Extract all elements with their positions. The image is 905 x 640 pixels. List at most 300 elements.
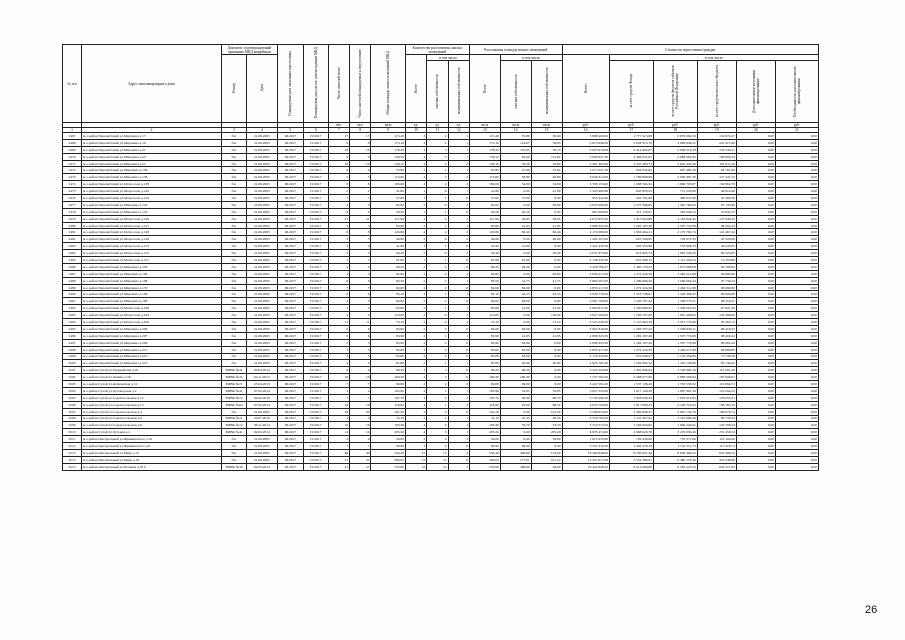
table-cell: 3 <box>328 222 349 229</box>
table-cell: 99,80 <box>371 381 405 388</box>
header-fund-local: за счет средств местного бюджета <box>697 61 736 123</box>
table-cell: 4 <box>328 243 349 250</box>
table-cell: III.2017 <box>277 146 303 153</box>
table-cell: 3 <box>328 201 349 208</box>
table-cell: 0,00 <box>736 353 775 360</box>
table-cell: 137 946,35 <box>697 215 736 222</box>
table-cell: 0,00 <box>776 208 819 215</box>
table-cell: 0,00 <box>736 463 775 470</box>
unit-cell: ед. <box>448 123 469 128</box>
table-cell: 21.09.2005 <box>246 346 277 353</box>
table-cell: 21.09.2005 <box>246 146 277 153</box>
table-cell: 2488 <box>63 277 82 284</box>
table-cell: 141 467,44 <box>697 229 736 236</box>
table-cell: 2 <box>405 284 426 291</box>
table-cell: 1 <box>405 188 426 195</box>
table-cell: 0,00 <box>736 436 775 443</box>
table-cell: 2 <box>405 332 426 339</box>
table-cell: 4 <box>350 436 371 443</box>
table-cell: 6 <box>328 277 349 284</box>
table-cell: м.о.район Сухой ул.Гвардейская д.16 <box>81 367 221 374</box>
table-row <box>63 408 819 415</box>
table-cell: 21.09.2005 <box>246 408 277 415</box>
table-cell: 21.09.2005 <box>246 160 277 167</box>
table-cell: III.2017 <box>277 174 303 181</box>
table-cell: 2511 <box>63 436 82 443</box>
table-cell: III.2017 <box>277 133 303 140</box>
table-cell: 422 049,89 <box>697 456 736 463</box>
table-cell: 1 292 187,26 <box>609 332 653 339</box>
table-cell: 21.09.2005 <box>246 332 277 339</box>
table-cell: 914 895,74 <box>609 250 653 257</box>
table-cell: IV.2017 <box>303 208 328 215</box>
table-cell: III.2017 <box>277 443 303 450</box>
table-cell: 8 <box>328 181 349 188</box>
table-cell: м.о.район Сухой ул.Луговодская д.2 <box>81 387 221 394</box>
table-cell: IV.2017 <box>303 243 328 250</box>
table-cell: 2 <box>328 188 349 195</box>
table-cell: 20,20 <box>371 208 405 215</box>
table-cell: 82,60 <box>371 270 405 277</box>
table-cell: ЗМВК №64 <box>222 401 247 408</box>
table-cell: 99,80 <box>469 381 500 388</box>
table-cell: 181 011,29 <box>697 160 736 167</box>
table-cell: 0,00 <box>531 257 562 264</box>
table-cell: 52,95 <box>531 387 562 394</box>
table-cell: 41,80 <box>469 188 500 195</box>
table-cell: 2 <box>405 436 426 443</box>
table-cell: м.о.район Центральный ул.Жувиковского д.6 <box>81 443 221 450</box>
table-cell: 2 <box>448 436 469 443</box>
table-cell: 3 226 796,27 <box>562 263 609 270</box>
table-cell: IV.2017 <box>303 160 328 167</box>
table-cell: 3 <box>350 298 371 305</box>
table-row <box>63 201 819 208</box>
table-cell: 0,00 <box>500 436 531 443</box>
table-cell: 0,00 <box>531 195 562 202</box>
unit-cell: кв.м <box>500 123 531 128</box>
table-cell: 83,90 <box>500 339 531 346</box>
table-cell: 39,15 <box>531 146 562 153</box>
table-cell: 1 272 224,50 <box>609 270 653 277</box>
table-cell: 41,90 <box>469 243 500 250</box>
table-cell: 6 <box>350 367 371 374</box>
table-cell: 0,00 <box>736 195 775 202</box>
table-cell: 2494 <box>63 319 82 326</box>
table-cell: 4 <box>328 263 349 270</box>
table-cell: 7 <box>350 195 371 202</box>
table-cell: 10 <box>328 160 349 167</box>
table-cell: 2507 <box>63 408 82 415</box>
table-cell: 115,40 <box>469 133 500 140</box>
table-cell: 625 336,95 <box>609 236 653 243</box>
table-cell: IV.2017 <box>303 325 328 332</box>
table-cell: м.о.район Перелюбский ул.Мирошна д.21 <box>81 146 221 153</box>
table-cell: 2 486 031,97 <box>609 153 653 160</box>
table-row <box>63 284 819 291</box>
table-cell: 0,00 <box>736 319 775 326</box>
table-row <box>63 167 819 174</box>
table-cell: 1 <box>448 153 469 160</box>
table-cell: м.о.район Перелюбский ул.Мирошна д.142 <box>81 201 221 208</box>
table-cell: IV.2017 <box>303 381 328 388</box>
table-cell: 2 176 335,00 <box>562 353 609 360</box>
table-cell: 0,00 <box>776 277 819 284</box>
table-cell: 4 <box>448 449 469 456</box>
table-cell: 138 165,19 <box>697 401 736 408</box>
table-cell: 58,95 <box>531 215 562 222</box>
table-cell: 21.09.2005 <box>246 319 277 326</box>
table-cell: 2485 <box>63 257 82 264</box>
table-cell: 0,00 <box>776 257 819 264</box>
table-row <box>63 381 819 388</box>
table-cell: б/н <box>222 319 247 326</box>
table-cell: IV.2017 <box>303 367 328 374</box>
table-cell: 624 271,95 <box>697 463 736 470</box>
table-cell: 5 568 654,00 <box>562 408 609 415</box>
table-cell: 2502 <box>63 374 82 381</box>
table-cell: 2 <box>427 133 448 140</box>
table-cell: 0 <box>448 408 469 415</box>
table-cell: 118,60 <box>469 401 500 408</box>
table-cell: 2486 <box>63 263 82 270</box>
table-cell: 158,50 <box>371 153 405 160</box>
table-row <box>63 298 819 305</box>
table-cell: IV.2017 <box>303 250 328 257</box>
table-cell: 2497 <box>63 339 82 346</box>
table-cell: 158,50 <box>469 153 500 160</box>
table-cell: 21.09.2005 <box>246 188 277 195</box>
table-cell: 64 761,09 <box>697 167 736 174</box>
table-cell: IV.2017 <box>303 339 328 346</box>
table-cell: 21.09.2005 <box>246 257 277 264</box>
table-cell: 98 418,47 <box>697 325 736 332</box>
table-cell: 2 <box>427 346 448 353</box>
table-cell: 41,90 <box>500 305 531 312</box>
table-row <box>63 394 819 401</box>
table-cell: 1 900 224,91 <box>653 422 697 429</box>
table-cell: 21.09.2005 <box>246 263 277 270</box>
table-row <box>63 449 819 456</box>
table-cell: 41,90 <box>531 305 562 312</box>
table-row <box>63 353 819 360</box>
table-cell: 12 <box>427 456 448 463</box>
table-cell: 186 809,34 <box>697 153 736 160</box>
table-row <box>63 133 819 140</box>
table-row <box>63 181 819 188</box>
table-cell: 161,20 <box>371 408 405 415</box>
table-cell: 0,00 <box>736 201 775 208</box>
table-cell: III.2017 <box>277 401 303 408</box>
table-cell: IV.2017 <box>303 195 328 202</box>
table-cell: 60,40 <box>500 229 531 236</box>
table-cell: 98 202,42 <box>697 339 736 346</box>
table-cell: 2 <box>427 174 448 181</box>
table-cell: 0,00 <box>736 456 775 463</box>
table-cell: 15 <box>427 449 448 456</box>
table-cell: 16 <box>328 146 349 153</box>
table-cell: 27 <box>350 463 371 470</box>
table-cell: 6 <box>350 332 371 339</box>
table-cell: IV.2017 <box>303 284 328 291</box>
table-cell: III.2017 <box>277 208 303 215</box>
table-cell: III.2017 <box>277 408 303 415</box>
table-cell: м.о.район Перелюбский ул.Мирошна д.170 <box>81 284 221 291</box>
table-cell: м.о.район Перелюбский ул.Мирошна д.136 <box>81 167 221 174</box>
table-cell: 2 <box>448 463 469 470</box>
table-cell: 0 <box>448 367 469 374</box>
table-cell: 0,00 <box>776 387 819 394</box>
table-cell: 0,00 <box>531 353 562 360</box>
table-cell: м.о.район Перелюбский ул.Мирошна д.184 <box>81 291 221 298</box>
table-cell: 2472 <box>63 167 82 174</box>
table-cell: 0,00 <box>500 201 531 208</box>
table-cell: 0,00 <box>531 298 562 305</box>
table-cell: III.2017 <box>277 346 303 353</box>
table-cell: м.о.район Перелюбский ул.Мирошна д.168 <box>81 277 221 284</box>
table-cell: 1 <box>448 146 469 153</box>
table-cell: 0,00 <box>736 367 775 374</box>
header-area-total: Общая площадь жилых помещений МКД <box>371 45 405 123</box>
table-cell: ЗМВК №41 <box>222 429 247 436</box>
table-cell: м.о.район Перелюбский ул.Мирошна д.23 <box>81 153 221 160</box>
table-cell: 84,00 <box>371 325 405 332</box>
unit-cell: руб. <box>776 123 819 128</box>
table-cell: б/н <box>222 408 247 415</box>
table-cell: 6 976 474,00 <box>562 429 609 436</box>
table-row <box>63 463 819 470</box>
table-cell: 2 <box>405 167 426 174</box>
table-cell: 9 604 396,22 <box>653 449 697 456</box>
table-cell: 1 507 772,08 <box>653 222 697 229</box>
column-number-cell: 10 <box>405 128 426 133</box>
table-cell: 21.09.2005 <box>246 449 277 456</box>
table-cell: 1 125 903,18 <box>609 319 653 326</box>
table-cell: 27,60 <box>371 195 405 202</box>
table-cell: 110,00 <box>469 312 500 319</box>
table-cell: 14 <box>328 429 349 436</box>
table-cell: 84,00 <box>469 298 500 305</box>
table-cell: 1 492 478,10 <box>609 443 653 450</box>
table-cell: 25,35 <box>500 415 531 422</box>
table-cell: 3 <box>350 353 371 360</box>
table-cell: 0,00 <box>736 222 775 229</box>
table-cell: III.2017 <box>277 257 303 264</box>
table-cell: 2 894 871,00 <box>562 305 609 312</box>
column-number-cell: 20 <box>736 128 775 133</box>
table-cell: 115,40 <box>371 133 405 140</box>
table-cell: III.2017 <box>277 436 303 443</box>
table-cell: 2 880 593,84 <box>653 374 697 381</box>
table-cell: 1 402 527,00 <box>562 236 609 243</box>
table-cell: 406,80 <box>500 449 531 456</box>
table-cell: 84,00 <box>500 325 531 332</box>
table-cell: 2 <box>405 236 426 243</box>
table-cell: 0,00 <box>736 243 775 250</box>
table-cell: 1 <box>427 387 448 394</box>
table-cell: 55,80 <box>371 167 405 174</box>
table-cell: 96,20 <box>500 367 531 374</box>
header-count-incl: в том числе <box>427 55 470 61</box>
table-cell: 76,80 <box>500 133 531 140</box>
header-planned-date-demolish: Планируемая дата сноса/ реконструкции МКД <box>303 45 328 123</box>
table-cell: 0,00 <box>776 312 819 319</box>
table-cell: 241 917,66 <box>697 139 736 146</box>
table-cell: 21.09.2005 <box>246 236 277 243</box>
table-cell: 0,00 <box>776 463 819 470</box>
table-cell: б/н <box>222 133 247 140</box>
table-cell: 779 371,00 <box>653 436 697 443</box>
table-cell: 21.09.2005 <box>246 277 277 284</box>
table-cell: 1 <box>448 277 469 284</box>
table-row <box>63 374 819 381</box>
table-cell: 103,40 <box>371 422 405 429</box>
table-cell: 95 744,45 <box>697 360 736 367</box>
table-cell: 7 <box>328 443 349 450</box>
table-cell: IV.2017 <box>303 422 328 429</box>
table-cell: 4 <box>328 387 349 394</box>
column-number-cell: 21 <box>776 128 819 133</box>
table-cell: б/н <box>222 229 247 236</box>
table-cell: 173,10 <box>371 139 405 146</box>
column-number-cell: 9 <box>371 128 405 133</box>
table-cell: III.2017 <box>277 153 303 160</box>
table-row <box>63 215 819 222</box>
table-cell: м.о.район Перелюбский ул.Мирошна д.204 <box>81 325 221 332</box>
table-cell: 2 <box>448 270 469 277</box>
table-cell: 0,00 <box>776 201 819 208</box>
table-cell: 0,00 <box>736 229 775 236</box>
table-row <box>63 195 819 202</box>
table-cell: 6 <box>350 325 371 332</box>
table-cell: III.2017 <box>277 319 303 326</box>
table-cell: 2 842 424,46 <box>653 160 697 167</box>
table-cell: 0,00 <box>736 277 775 284</box>
page-number: 26 <box>865 604 878 616</box>
table-cell: 84,00 <box>371 298 405 305</box>
unit-cell: руб. <box>562 123 609 128</box>
table-cell: 4 072 855,50 <box>562 215 609 222</box>
table-cell: 127 441,72 <box>697 174 736 181</box>
table-cell: 4 <box>405 215 426 222</box>
table-cell: 2 832 690,00 <box>562 201 609 208</box>
table-cell: б/н <box>222 312 247 319</box>
table-cell: 40,60 <box>469 236 500 243</box>
table-cell: 3 <box>328 298 349 305</box>
table-row <box>63 229 819 236</box>
table-cell: 59,40 <box>371 250 405 257</box>
table-cell: 42,55 <box>531 291 562 298</box>
table-cell: 0,00 <box>736 250 775 257</box>
table-cell: 2476 <box>63 195 82 202</box>
table-body <box>63 133 819 471</box>
header-fund-additional: Необходимость дополнительного финансирования <box>776 61 819 123</box>
table-cell: б/н <box>222 146 247 153</box>
table-cell: м.о.район Перелюбский ул.Мирошна д.186 <box>81 298 221 305</box>
table-cell: 0,00 <box>736 394 775 401</box>
table-cell: ЗМВК №72 <box>222 394 247 401</box>
table-cell: 0,00 <box>776 401 819 408</box>
header-row-number: № п/п <box>63 45 82 123</box>
table-cell: 0,00 <box>736 257 775 264</box>
table-cell: 1 675 908,08 <box>653 263 697 270</box>
table-cell: IV.2017 <box>303 456 328 463</box>
unit-cell: руб. <box>653 123 697 128</box>
table-cell: 2 <box>448 236 469 243</box>
table-cell: 1 506 001,04 <box>653 305 697 312</box>
table-cell: 3 <box>448 401 469 408</box>
table-cell: 2483 <box>63 243 82 250</box>
table-cell: IV.2017 <box>303 229 328 236</box>
table-cell: 0,00 <box>776 436 819 443</box>
table-cell: 04.02.2019 <box>246 394 277 401</box>
table-cell: 20,20 <box>469 208 500 215</box>
table-cell: б/н <box>222 174 247 181</box>
table-cell: 3 <box>427 422 448 429</box>
table-cell: III.2017 <box>277 188 303 195</box>
table-cell: 0,00 <box>500 319 531 326</box>
table-cell: 2 839 417,00 <box>562 270 609 277</box>
table-cell: 113,60 <box>469 174 500 181</box>
table-cell: 59,00 <box>469 436 500 443</box>
table-cell: 3 827 500,00 <box>562 312 609 319</box>
table-cell: 0,00 <box>776 456 819 463</box>
table-cell: 3 099 649,25 <box>653 139 697 146</box>
table-row <box>63 436 819 443</box>
table-cell: 82,60 <box>500 346 531 353</box>
header-area-municipal: муниципальная собственность <box>531 61 562 123</box>
table-cell: м.о.район Перелюбский ул.Матросова д.142 <box>81 188 221 195</box>
table-cell: 2 <box>427 139 448 146</box>
table-cell: 2505 <box>63 394 82 401</box>
table-cell: 2 <box>405 201 426 208</box>
table-cell: 161,20 <box>531 408 562 415</box>
table-cell: м.о.район Перелюбский ул.Мирошна д.159 <box>81 263 221 270</box>
table-cell: 134 872,27 <box>697 133 736 140</box>
table-cell: 85,10 <box>371 291 405 298</box>
table-cell: 0,00 <box>776 222 819 229</box>
header-fund-subject: за счет средств бюджета субъекта Российской Федерации <box>653 61 697 123</box>
table-cell: 96,20 <box>371 367 405 374</box>
table-cell: ЗМВК №12 <box>222 422 247 429</box>
table-cell: 0,00 <box>736 153 775 160</box>
table-cell: м.о.район Перелюбский ул.Матросова д.146 <box>81 215 221 222</box>
table-cell: 0,00 <box>776 167 819 174</box>
table-row <box>63 415 819 422</box>
table-cell: м.о.район Перелюбский ул.Матросова д.157 <box>81 257 221 264</box>
table-cell: 8 230 951,30 <box>609 449 653 456</box>
table-cell: 2 <box>405 443 426 450</box>
table-cell: 82,60 <box>469 270 500 277</box>
table-cell: IV.2017 <box>303 215 328 222</box>
table-cell: 0,00 <box>736 270 775 277</box>
table-row <box>63 401 819 408</box>
table-cell: 1 <box>427 332 448 339</box>
table-cell: 4 <box>405 229 426 236</box>
table-cell: IV.2017 <box>303 312 328 319</box>
table-cell: б/н <box>222 236 247 243</box>
table-cell: м.о.район Перелюбский ул.Мирошна д.209 <box>81 339 221 346</box>
table-cell: 4 <box>405 160 426 167</box>
table-cell: 0,00 <box>776 443 819 450</box>
unit-cell: чел. <box>350 123 371 128</box>
table-cell: III.2017 <box>277 456 303 463</box>
table-cell: м.о.район Перелюбский ул.Мирошна д.17 <box>81 133 221 140</box>
table-cell: 2515 <box>63 463 82 470</box>
table-cell: 0,00 <box>736 422 775 429</box>
table-cell: ЗМВК №30 <box>222 463 247 470</box>
table-cell: 2 138 335,50 <box>562 257 609 264</box>
